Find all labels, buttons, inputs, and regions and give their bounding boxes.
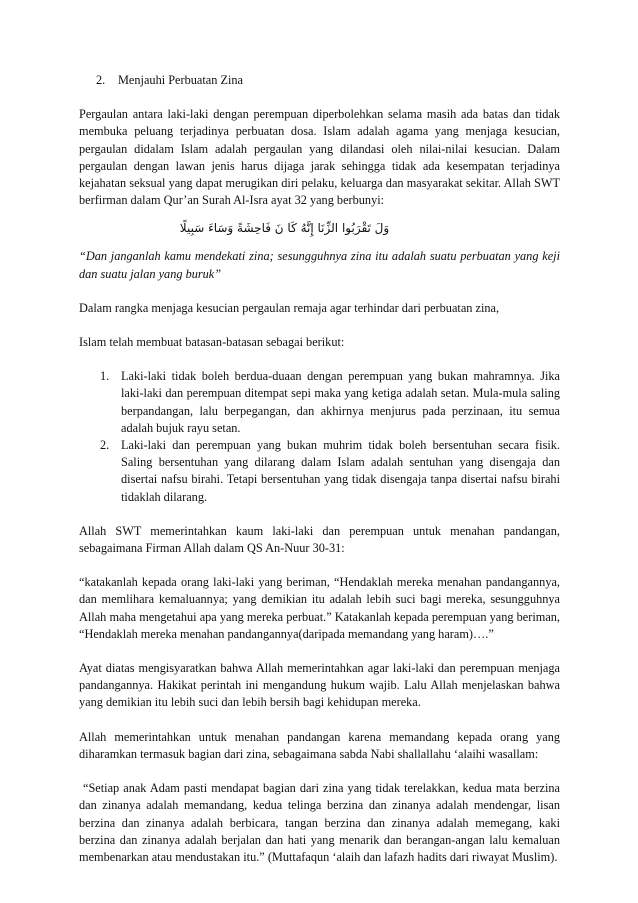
rules-list bbox=[79, 368, 560, 506]
section-title: Menjauhi Perbuatan Zina bbox=[118, 73, 243, 87]
paragraph-context: Dalam rangka menjaga kesucian pergaulan remaja agar terhindar dari perbuatan zina, bbox=[79, 300, 500, 315]
list-item-number: 1. bbox=[100, 369, 110, 384]
paragraph-reason: Allah memerintahkan untuk menahan pandangan karena memandang kepada orang yang diharamkan termasuk bagian dari zina, sebagaimana sabda Nabi shallallahu ‘alaihi wasallam: bbox=[79, 729, 560, 761]
paragraph-explanation: Ayat diatas mengisyaratkan bahwa Allah memerintahkan agar laki-laki dan perempuan menjaga pandangannya. Hakikat perintah ini mengandung hukum wajib. Lalu Allah menjelaskan bahwa yang demikian itu lebih suci dan lebih bersih bagi kehidupan mereka. bbox=[79, 661, 560, 710]
paragraph-rules-intro: Islam telah membuat batasan-batasan sebagai berikut: bbox=[79, 335, 345, 350]
list-item-number: 2. bbox=[100, 438, 110, 453]
verse-translation: “Dan janganlah kamu mendekati zina; sesungguhnya zina itu adalah suatu perbuatan yang keji dan suatu jalan yang buruk” bbox=[79, 249, 560, 281]
list-item bbox=[100, 368, 560, 437]
paragraph-hadith: “Setiap anak Adam pasti mendapat bagian dari zina yang tidak terelakkan, kedua mata berzina dan zinanya adalah memandang, kedua telinga berzina dan zinanya adalah mendengar, lisan berzina dan zinanya adalah berbicara, tangan berzina dan zinanya adalah memegang, kaki berzina dan zinanya adalah berjalan dan hati yang menarik dan berangan-angan lalu kemaluan membenarkan atau mendustakan itu.” (Muttafaqun ‘alaih dan lafazh hadits dari riwayat Muslim). bbox=[79, 781, 560, 864]
list-item bbox=[100, 437, 560, 506]
list-item-text: Laki-laki tidak boleh berdua-duaan dengan perempuan yang bukan mahramnya. Jika laki-laki dan perempuan ditempat sepi maka yang ketiga adalah setan. Mula-mula saling berpandangan, lalu berpegangan, dan akhirnya menjurus pada perzinaan, itu semua adalah bujuk rayu setan. bbox=[121, 369, 560, 435]
section-heading bbox=[96, 72, 560, 89]
paragraph-intro: Pergaulan antara laki-laki dengan perempuan diperbolehkan selama masih ada batas dan tidak membuka peluang terjadinya perbuatan dosa. Islam adalah agama yang menjaga kesucian, pergaulan didalam Islam adalah pergaulan yang dilandasi oleh nilai-nilai kesucian. Dalam pergaulan dengan lawan jenis harus dijaga jarak sehingga tidak ada kesempatan terjadinya kejahatan seksual yang dapat merugikan diri pelaku, keluarga dan masyarakat sekitar. Allah SWT berfirman dalam Qur’an Surah Al-Isra ayat 32 yang berbunyi: bbox=[79, 107, 560, 208]
list-item-text: Laki-laki dan perempuan yang bukan muhrim tidak boleh bersentuhan secara fisik. Saling bersentuhan yang dilarang dalam Islam adalah sentuhan yang disengaja dan disertai nafsu birahi. Tetapi bersentuhan yang tidak disengaja tanpa disertai nafsu birahi tidaklah dilarang. bbox=[121, 438, 560, 504]
paragraph-quran-quote: “katakanlah kepada orang laki-laki yang beriman, “Hendaklah mereka menahan pandangannya, dan memlihara kemaluannya; yang demikian itu adalah lebih suci bagi mereka, sesungguhnya Allah maha mengetahui apa yang mereka perbuat.” Katakanlah kepada perempuan yang beriman, “Hendaklah mereka menahan pandangannya(daripada memandang yang haram)….” bbox=[79, 575, 560, 641]
section-number: 2. bbox=[96, 73, 106, 87]
arabic-verse: وَلَ تَقْرَبُوا الزِّنَا إِنَّهُ كَا نَ فَاحِشَةً وَسَاءَ سَبِيلًا bbox=[179, 221, 390, 236]
paragraph-command: Allah SWT memerintahkan kaum laki-laki dan perempuan untuk menahan pandangan, sebagaimana Firman Allah dalam QS An-Nuur 30-31: bbox=[79, 523, 560, 556]
